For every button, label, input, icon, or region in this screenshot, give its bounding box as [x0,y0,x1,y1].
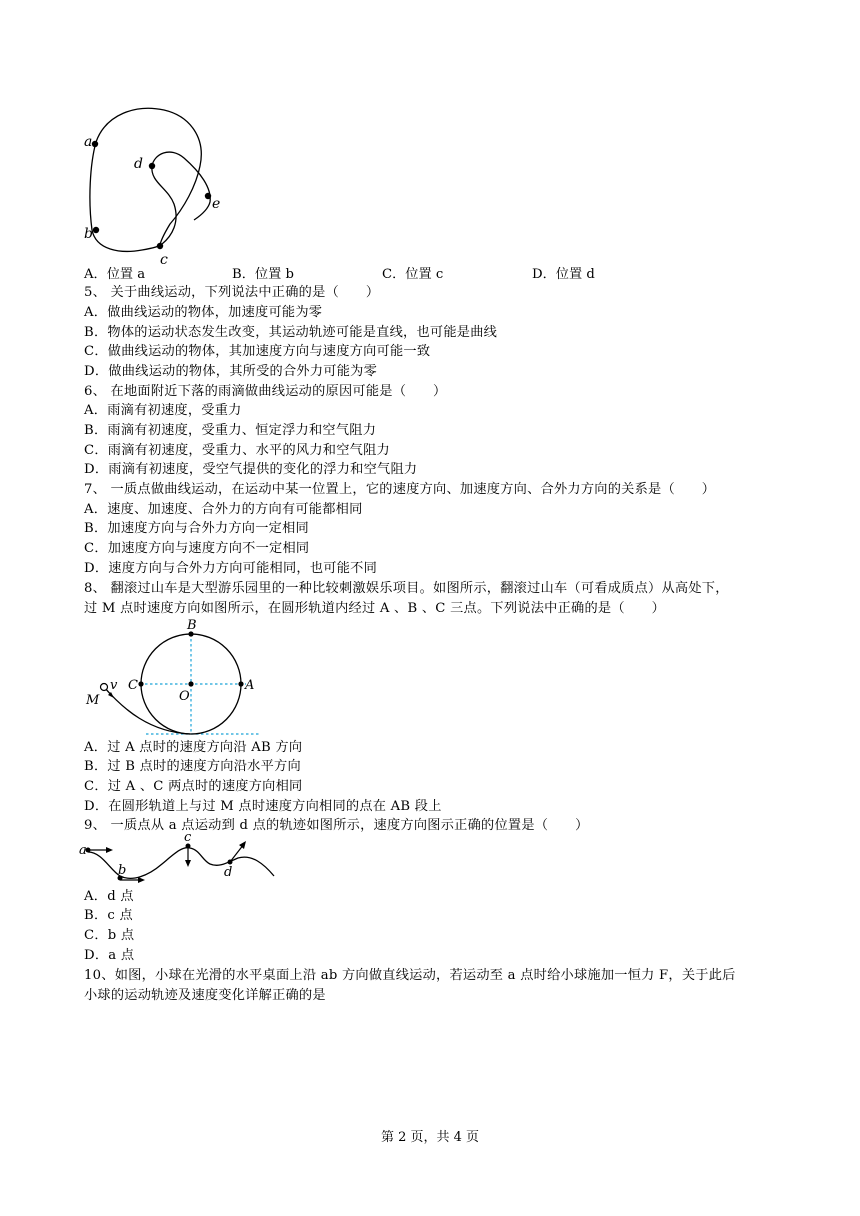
q7-stem: 7、 一质点做曲线运动，在运动中某一位置上，它的速度方向、加速度方向、合外力方向的关系是（ ） [84,482,716,497]
q8-incoming-track [104,687,190,734]
q8-label-v: v [110,678,118,693]
q8-option-d: D．在圆形轨道上与过 M 点时速度方向相同的点在 AB 段上 [84,799,442,814]
q9-option-c: C．b 点 [84,928,135,943]
q9-option-a: A．d 点 [84,889,134,904]
q8-point-O [188,681,193,686]
q9-option-d: D．a 点 [84,948,135,963]
q9-trajectory-figure [78,830,280,888]
q5-stem: 5、 关于曲线运动，下列说法中正确的是（ ） [84,285,380,300]
q4-option-b: B．位置 b [232,267,294,282]
q7-option-a: A．速度、加速度、合外力的方向有可能都相同 [84,502,363,517]
q6-option-a: A．雨滴有初速度，受重力 [84,403,242,418]
q10-stem-line1: 10、如图，小球在光滑的水平桌面上沿 ab 方向做直线运动，若运动至 a 点时给小球施加一恒力 F，关于此后 [84,968,736,983]
q9-label-b: b [118,863,127,878]
q5-option-c: C．做曲线运动的物体，其加速度方向与速度方向可能一致 [84,344,431,359]
q4-trajectory-curve [96,108,201,246]
q7-option-d: D．速度方向与合外力方向可能相同，也可能不同 [84,561,378,576]
q8-option-a: A．过 A 点时的速度方向沿 AB 方向 [84,740,303,755]
q4-option-d: D．位置 d [532,267,595,282]
q5-option-d: D．做曲线运动的物体，其所受的合外力可能为零 [84,364,378,379]
q4-label-b: b [84,226,93,242]
q6-option-b: B．雨滴有初速度，受重力、恒定浮力和空气阻力 [84,423,377,438]
q4-point-a [92,141,98,147]
q4-option-c: C．位置 c [382,267,444,282]
q8-label-O: O [179,689,190,704]
q4-point-d [149,163,155,169]
q9-label-c: c [184,830,192,845]
q4-label-c: c [160,252,168,268]
q8-label-B: B [187,618,197,633]
q4-point-e [205,193,211,199]
q8-option-c: C．过 A 、C 两点时的速度方向相同 [84,779,303,794]
q4-label-d: d [134,156,143,172]
q8-loop-figure [84,616,274,740]
q6-option-d: D．雨滴有初速度，受空气提供的变化的浮力和空气阻力 [84,462,418,477]
q9-point-d [228,860,233,865]
q10-stem-line2: 小球的运动轨迹及速度变化详解正确的是 [84,988,326,1003]
q7-option-c: C．加速度方向与速度方向不一定相同 [84,541,310,556]
q4-label-e: e [212,196,221,212]
q4-point-b [93,227,99,233]
q8-label-M: M [86,693,100,708]
q5-option-a: A．做曲线运动的物体，加速度可能为零 [84,305,323,320]
q4-label-a: a [84,134,93,150]
q8-option-b: B．过 B 点时的速度方向沿水平方向 [84,759,301,774]
q8-point-M [101,684,108,691]
q6-stem: 6、 在地面附近下落的雨滴做曲线运动的原因可能是（ ） [84,384,447,399]
q9-stem: 9、 一质点从 a 点运动到 d 点的轨迹如图所示，速度方向图示正确的位置是（ ） [84,818,589,833]
q4-point-c [157,243,163,249]
q5-option-b: B．物体的运动状态发生改变，其运动轨迹可能是直线，也可能是曲线 [84,325,498,340]
q9-label-a: a [79,843,87,858]
q7-option-b: B．加速度方向与合外力方向一定相同 [84,521,309,536]
q8-label-A: A [245,678,255,693]
q8-point-C [138,681,143,686]
q8-stem-line2: 过 M 点时速度方向如图所示，在圆形轨道内经过 A 、B 、C 三点。下列说法中正确的是（ ） [84,601,666,616]
q8-label-C: C [128,678,138,693]
q9-label-d: d [224,865,233,880]
q9-trajectory-curve [88,848,274,879]
page-footer: 第 2 页，共 4 页 [380,1130,480,1145]
q4-trajectory-figure [80,104,230,276]
q8-stem-line1: 8、 翻滚过山车是大型游乐园里的一种比较刺激娱乐项目。如图所示，翻滚过山车（可看成质点）从高处下， [84,581,729,596]
q4-option-a: A．位置 a [84,267,146,282]
q8-point-A [238,681,243,686]
q6-option-c: C．雨滴有初速度，受重力、水平的风力和空气阻力 [84,443,390,458]
q9-option-b: B．c 点 [84,908,133,923]
